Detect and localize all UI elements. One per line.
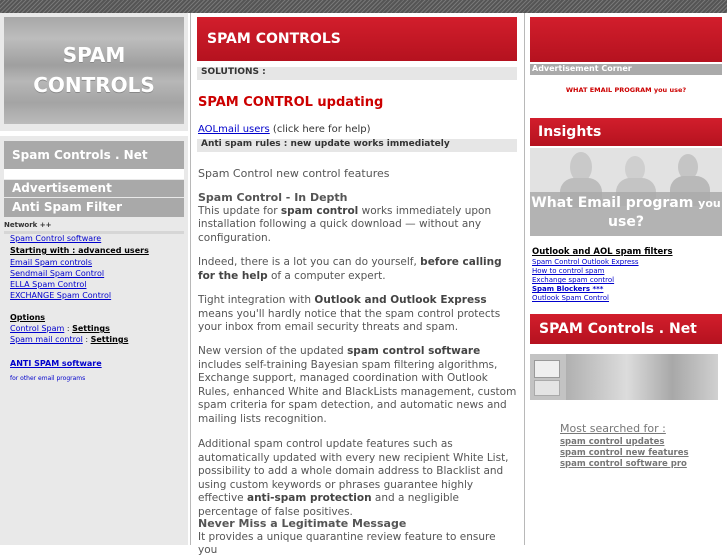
link-options[interactable]: Options <box>10 313 46 322</box>
link-starting-advanced[interactable]: Starting with : advanced users <box>10 246 149 255</box>
never-miss-heading: Never Miss a Legitimate Message <box>198 517 407 530</box>
outlook-aol-link[interactable]: Outlook and AOL spam filters <box>532 247 673 257</box>
top-pattern-bar <box>0 0 727 13</box>
link-exchange-spam[interactable]: Exchange spam control <box>532 276 615 284</box>
paragraph-4 <box>198 345 518 426</box>
main-content <box>191 13 523 556</box>
text: New version of the updated <box>198 345 348 357</box>
what-email-question[interactable]: WHAT EMAIL PROGRAM you use? <box>565 86 687 94</box>
logo-line2: CONTROLS <box>33 73 155 97</box>
separator: : <box>64 324 73 333</box>
divider <box>0 131 188 136</box>
site-logo[interactable] <box>4 17 184 124</box>
text-bold: anti-spam protection <box>246 492 372 504</box>
divider <box>4 169 184 179</box>
text: of a computer expert. <box>267 269 386 282</box>
depth-block <box>198 191 518 245</box>
aol-row <box>198 124 371 135</box>
text-bold: spam control software <box>347 345 481 357</box>
link-email-spam-controls[interactable]: Email Spam controls <box>10 258 93 267</box>
updating-title: SPAM CONTROL updating <box>198 95 384 110</box>
link-settings-2[interactable]: Settings <box>90 335 129 344</box>
photo-question <box>530 194 722 232</box>
separator: : <box>82 335 91 344</box>
features-heading: Spam Control new control features <box>198 167 390 180</box>
link-how-to-control[interactable]: How to control spam <box>532 267 605 275</box>
network-label: Network ++ <box>4 221 52 229</box>
link-control-spam[interactable]: Control Spam <box>10 324 65 333</box>
text: Tight integration with <box>198 294 315 306</box>
text: and a negligible percentage of false positives. <box>198 492 460 518</box>
link-software-pro[interactable]: spam control software pro <box>560 459 687 469</box>
solutions-bar: SOLUTIONS : <box>197 67 517 80</box>
text: works immediately upon installation following a quick download — without any configuration. <box>198 204 492 244</box>
spam-mail-control-row <box>10 335 128 344</box>
link-anti-spam-software[interactable]: ANTI SPAM software <box>10 359 102 368</box>
text: It provides a unique quarantine review feature to ensure you <box>198 530 496 556</box>
depth-heading: Spam Control - In Depth <box>198 191 348 204</box>
photo-question-line1: What Email program <box>531 195 694 211</box>
rules-bar: Anti spam rules : new update works immediately <box>197 139 517 152</box>
link-spam-mail-control[interactable]: Spam mail control <box>10 335 83 344</box>
left-sidebar <box>0 13 188 545</box>
people-photo[interactable] <box>530 148 722 236</box>
right-sidebar <box>525 13 727 545</box>
spam-controls-net-bar[interactable]: Spam Controls . Net <box>4 141 184 169</box>
photo-question-you: you <box>698 197 721 210</box>
aol-link[interactable]: AOLmail users <box>198 124 270 135</box>
link-outlook-express[interactable]: Spam Control Outlook Express <box>532 258 639 266</box>
text-bold: spam control <box>280 204 359 217</box>
link-ella[interactable]: ELLA Spam Control <box>10 280 87 289</box>
paragraph-5 <box>198 438 518 519</box>
text: Indeed, there is a lot you can do yourself, <box>198 256 421 268</box>
aol-suffix: (click here for help) <box>269 124 371 135</box>
paragraph-2 <box>198 256 518 283</box>
advertisement-bar: Advertisement <box>4 180 184 197</box>
text-bold: Outlook and Outlook Express <box>314 294 487 306</box>
text: means you'll hardly notice that the spam control protects your inbox from email security threats and spam. <box>198 307 501 333</box>
image-streak <box>566 354 718 400</box>
link-spam-blockers[interactable]: Spam Blockers *** <box>532 285 604 293</box>
link-spam-control-software[interactable]: Spam Control software <box>10 234 102 243</box>
text-bold: before calling for the help <box>198 256 502 282</box>
paragraph-3 <box>198 294 518 335</box>
link-exchange[interactable]: EXCHANGE Spam Control <box>10 291 112 300</box>
photo-question-line2: use? <box>608 214 644 230</box>
text: Additional spam control update features such as automatically updated with every new recipient White List, possibility to add a whole domain address to Blacklist and using custom keywords or phrases guarantee highly effective <box>198 438 509 504</box>
logo-line1: SPAM <box>62 43 126 67</box>
envelope-icon <box>534 360 560 378</box>
spam-controls-net-banner[interactable]: SPAM Controls . Net <box>530 314 722 344</box>
text: This update for <box>198 204 281 217</box>
other-programs-text: for other email programs <box>10 375 86 382</box>
ad-corner-bar: Advertisement Corner <box>530 64 722 75</box>
link-new-features[interactable]: spam control new features <box>560 448 689 458</box>
advertisement-banner[interactable] <box>530 17 722 62</box>
text: includes self-training Bayesian spam filtering algorithms, Exchange support, managed coordination with Outlook Rules, enhanced White and BlackLists management, custom spam criteria for spam detection, and automatic news and mailing lists recognition. <box>198 358 517 425</box>
link-outlook-spam[interactable]: Outlook Spam Control <box>532 294 610 302</box>
link-updates[interactable]: spam control updates <box>560 437 665 447</box>
never-miss-block <box>198 517 518 558</box>
link-settings[interactable]: Settings <box>72 324 110 333</box>
anti-spam-filter-bar[interactable]: Anti Spam Filter <box>4 198 184 217</box>
most-searched-link[interactable]: Most searched for : <box>560 422 666 435</box>
link-sendmail[interactable]: Sendmail Spam Control <box>10 269 105 278</box>
control-spam-row <box>10 324 110 333</box>
envelope-icon <box>534 380 560 396</box>
page-header: SPAM CONTROLS <box>197 17 517 61</box>
insights-bar: Insights <box>530 118 722 146</box>
email-image <box>530 354 718 400</box>
